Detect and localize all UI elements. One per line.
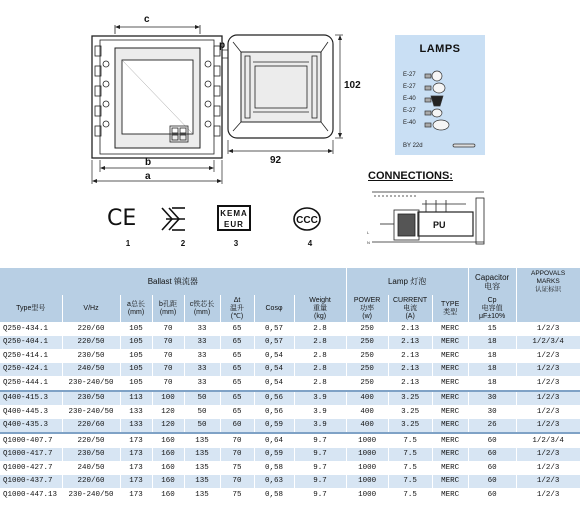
- table-cell: 9.7: [294, 488, 346, 502]
- type-cell: Q1000-417.7: [0, 448, 62, 462]
- table-cell: 240/50: [62, 363, 120, 377]
- table-cell: 2.13: [388, 322, 432, 336]
- pu-label: PU: [433, 220, 446, 230]
- table-cell: 30: [468, 405, 516, 419]
- column-header: Cp 电容值 μF±10%: [468, 295, 516, 322]
- table-cell: 65: [220, 405, 254, 419]
- table-cell: 173: [120, 448, 152, 462]
- table-cell: MERC: [432, 336, 468, 350]
- table-cell: 105: [120, 322, 152, 336]
- table-cell: 133: [120, 405, 152, 419]
- table-cell: 70: [220, 433, 254, 448]
- table-cell: 65: [220, 363, 254, 377]
- table-cell: 230/50: [62, 391, 120, 406]
- table-row: [0, 349, 580, 363]
- table-cell: 9.7: [294, 433, 346, 448]
- type-cell: Q250-444.1: [0, 376, 62, 391]
- table-cell: 120: [152, 405, 184, 419]
- table-cell: 7.5: [388, 433, 432, 448]
- table-cell: 135: [184, 433, 220, 448]
- table-cell: MERC: [432, 419, 468, 434]
- table-cell: MERC: [432, 363, 468, 377]
- table-cell: 33: [184, 336, 220, 350]
- table-cell: 1/2/3: [516, 363, 580, 377]
- table-cell: 50: [184, 405, 220, 419]
- table-cell: 2.8: [294, 376, 346, 391]
- table-cell: 1/2/3: [516, 461, 580, 475]
- table-cell: 2.13: [388, 376, 432, 391]
- table-cell: 230/50: [62, 349, 120, 363]
- table-cell: MERC: [432, 349, 468, 363]
- table-cell: 0,58: [254, 488, 294, 502]
- table-cell: MERC: [432, 433, 468, 448]
- table-cell: 30: [468, 391, 516, 406]
- table-cell: 7.5: [388, 461, 432, 475]
- table-cell: 2.8: [294, 349, 346, 363]
- table-cell: 60: [468, 433, 516, 448]
- table-cell: MERC: [432, 461, 468, 475]
- lamp-header: Lamp 灯泡: [346, 268, 468, 295]
- table-cell: 65: [220, 391, 254, 406]
- table-cell: 105: [120, 363, 152, 377]
- lamp-code: E-27: [403, 72, 416, 78]
- table-cell: 1000: [346, 475, 388, 489]
- table-cell: MERC: [432, 376, 468, 391]
- table-cell: 100: [152, 391, 184, 406]
- table-cell: 120: [152, 419, 184, 434]
- type-cell: Q400-445.3: [0, 405, 62, 419]
- table-cell: 1000: [346, 461, 388, 475]
- type-cell: Q1000-447.13: [0, 488, 62, 502]
- table-cell: 2.13: [388, 336, 432, 350]
- table-cell: 105: [120, 376, 152, 391]
- connection-diagram: [366, 180, 501, 252]
- ballast-header: Ballast 镇流器: [0, 268, 346, 295]
- table-cell: 65: [220, 336, 254, 350]
- table-row: [0, 405, 580, 419]
- table-cell: 70: [220, 448, 254, 462]
- lamp-code-by22d: BY 22d: [403, 143, 423, 149]
- type-cell: Q1000-407.7: [0, 433, 62, 448]
- dim-c-label: c: [144, 14, 150, 25]
- table-cell: 1/2/3: [516, 419, 580, 434]
- table-cell: 2.13: [388, 363, 432, 377]
- table-cell: 0,56: [254, 405, 294, 419]
- table-cell: 230-240/50: [62, 488, 120, 502]
- table-row: [0, 461, 580, 475]
- column-header: CURRENT 电流 (A): [388, 295, 432, 322]
- table-row: [0, 336, 580, 350]
- table-cell: 1/2/3: [516, 448, 580, 462]
- capacitor-header: Capacitor 电容: [468, 268, 516, 295]
- table-cell: 2.8: [294, 336, 346, 350]
- table-cell: 50: [184, 419, 220, 434]
- table-cell: 160: [152, 433, 184, 448]
- table-cell: 0,54: [254, 363, 294, 377]
- table-cell: 1/2/3: [516, 475, 580, 489]
- table-cell: 220/50: [62, 433, 120, 448]
- table-row: [0, 475, 580, 489]
- table-cell: 160: [152, 488, 184, 502]
- table-cell: 60: [468, 448, 516, 462]
- table-cell: 18: [468, 376, 516, 391]
- table-row: [0, 363, 580, 377]
- table-cell: 220/60: [62, 475, 120, 489]
- table-cell: 0,54: [254, 376, 294, 391]
- table-cell: 250: [346, 363, 388, 377]
- dim-a-label: a: [145, 171, 151, 182]
- table-cell: 250: [346, 349, 388, 363]
- table-cell: 0,57: [254, 336, 294, 350]
- column-header: Weight 重量 (kg): [294, 295, 346, 322]
- table-cell: 0,57: [254, 322, 294, 336]
- table-cell: 250: [346, 336, 388, 350]
- group-header-row: [0, 268, 580, 295]
- table-cell: 75: [220, 461, 254, 475]
- table-cell: 250: [346, 376, 388, 391]
- table-cell: 1/2/3: [516, 391, 580, 406]
- table-cell: 1000: [346, 488, 388, 502]
- table-cell: 70: [152, 336, 184, 350]
- table-cell: 33: [184, 322, 220, 336]
- table-cell: 230-240/50: [62, 376, 120, 391]
- table-cell: 18: [468, 349, 516, 363]
- table-cell: 3.9: [294, 419, 346, 434]
- table-cell: MERC: [432, 405, 468, 419]
- table-cell: 0,58: [254, 461, 294, 475]
- table-row: [0, 448, 580, 462]
- spec-table: [0, 268, 580, 502]
- table-cell: 173: [120, 475, 152, 489]
- table-cell: 160: [152, 448, 184, 462]
- table-cell: 1/2/3: [516, 405, 580, 419]
- approvals-header: APPOVALS MARKS 认证标识: [516, 268, 580, 295]
- table-cell: 60: [220, 419, 254, 434]
- table-cell: 9.7: [294, 475, 346, 489]
- table-row: [0, 391, 580, 406]
- lamps-panel: [395, 35, 485, 155]
- column-header: Δt 温升 (℃): [220, 295, 254, 322]
- connections-title: CONNECTIONS:: [368, 170, 453, 182]
- table-cell: 173: [120, 488, 152, 502]
- kema-eur-badge: [217, 205, 251, 231]
- table-cell: 0,56: [254, 391, 294, 406]
- table-cell: 9.7: [294, 461, 346, 475]
- column-header: TYPE 类型: [432, 295, 468, 322]
- table-cell: 33: [184, 349, 220, 363]
- table-cell: 105: [120, 349, 152, 363]
- cert-number: 2: [180, 239, 186, 248]
- table-cell: 70: [152, 363, 184, 377]
- table-cell: 65: [220, 376, 254, 391]
- table-cell: 105: [120, 336, 152, 350]
- type-cell: Q400-435.3: [0, 419, 62, 434]
- column-header: c铁芯长 (mm): [184, 295, 220, 322]
- table-cell: 135: [184, 488, 220, 502]
- table-cell: 2.13: [388, 349, 432, 363]
- type-cell: Q1000-427.7: [0, 461, 62, 475]
- table-cell: 160: [152, 475, 184, 489]
- table-cell: 1/2/3: [516, 376, 580, 391]
- table-cell: 113: [120, 391, 152, 406]
- svg-text:CCC: CCC: [296, 215, 318, 226]
- table-cell: 220/50: [62, 336, 120, 350]
- dim-p-label: p: [219, 40, 226, 51]
- table-cell: 0,54: [254, 349, 294, 363]
- table-cell: 0,59: [254, 448, 294, 462]
- table-row: [0, 488, 580, 502]
- table-cell: 3.25: [388, 391, 432, 406]
- cert-number: 4: [307, 239, 313, 248]
- table-cell: MERC: [432, 448, 468, 462]
- table-cell: 0,59: [254, 419, 294, 434]
- table-cell: 70: [152, 376, 184, 391]
- table-cell: 60: [468, 475, 516, 489]
- table-cell: 3.9: [294, 391, 346, 406]
- svg-text:N: N: [367, 240, 370, 245]
- table-cell: MERC: [432, 488, 468, 502]
- table-cell: 135: [184, 475, 220, 489]
- table-cell: MERC: [432, 391, 468, 406]
- column-header: Type型号: [0, 295, 62, 322]
- lamp-code: E-27: [403, 108, 416, 114]
- table-cell: 135: [184, 461, 220, 475]
- type-cell: Q250-404.1: [0, 336, 62, 350]
- table-cell: 135: [184, 448, 220, 462]
- column-header: [516, 295, 580, 322]
- table-cell: 133: [120, 419, 152, 434]
- type-cell: Q1000-437.7: [0, 475, 62, 489]
- table-cell: 60: [468, 488, 516, 502]
- table-cell: 7.5: [388, 475, 432, 489]
- column-header: Cosφ: [254, 295, 294, 322]
- table-cell: MERC: [432, 322, 468, 336]
- table-cell: 240/50: [62, 461, 120, 475]
- table-cell: 3.9: [294, 405, 346, 419]
- table-cell: 400: [346, 419, 388, 434]
- table-cell: 230/50: [62, 448, 120, 462]
- lamp-code: E-40: [403, 120, 416, 126]
- column-header: a总长 (mm): [120, 295, 152, 322]
- table-cell: 70: [152, 349, 184, 363]
- table-cell: 50: [184, 391, 220, 406]
- table-cell: 65: [220, 322, 254, 336]
- table-cell: 65: [220, 349, 254, 363]
- lamp-code: E-40: [403, 96, 416, 102]
- type-cell: Q400-415.3: [0, 391, 62, 406]
- column-header: b孔距 (mm): [152, 295, 184, 322]
- svg-text:L: L: [367, 230, 370, 235]
- table-cell: 33: [184, 363, 220, 377]
- dim-height-label: 102: [344, 80, 361, 91]
- table-cell: 250: [346, 322, 388, 336]
- type-cell: Q250-434.1: [0, 322, 62, 336]
- type-cell: Q250-424.1: [0, 363, 62, 377]
- table-cell: 2.8: [294, 322, 346, 336]
- lamp-code: E-27: [403, 84, 416, 90]
- ccc-mark-icon: [292, 206, 322, 232]
- lamps-title: LAMPS: [419, 43, 461, 55]
- eur-text: EUR: [224, 220, 244, 229]
- table-cell: 3.25: [388, 419, 432, 434]
- table-row: [0, 322, 580, 336]
- table-cell: 70: [220, 475, 254, 489]
- table-cell: 2.8: [294, 363, 346, 377]
- table-cell: 7.5: [388, 448, 432, 462]
- table-cell: 0,64: [254, 433, 294, 448]
- table-cell: 1/2/3/4: [516, 433, 580, 448]
- table-cell: 1000: [346, 448, 388, 462]
- table-cell: 220/60: [62, 419, 120, 434]
- table-cell: 1/2/3: [516, 322, 580, 336]
- column-header: V/Hz: [62, 295, 120, 322]
- column-header: POWER 功率 (w): [346, 295, 388, 322]
- dim-b-label: b: [145, 157, 152, 168]
- table-cell: 1000: [346, 433, 388, 448]
- kema-text: KEMA: [220, 209, 248, 218]
- table-cell: 230-240/50: [62, 405, 120, 419]
- ce-mark-icon: CE: [107, 206, 137, 231]
- column-header-row: [0, 295, 580, 322]
- table-cell: 173: [120, 461, 152, 475]
- table-cell: 3.25: [388, 405, 432, 419]
- table-row: [0, 433, 580, 448]
- table-cell: 0,63: [254, 475, 294, 489]
- lamp-bulbs-icon: [423, 68, 479, 150]
- kema-chevron-icon: [158, 204, 188, 234]
- side-view-drawing: [225, 30, 365, 160]
- table-cell: 160: [152, 461, 184, 475]
- dim-width-label: 92: [270, 155, 282, 166]
- table-cell: 15: [468, 322, 516, 336]
- table-cell: 33: [184, 376, 220, 391]
- table-cell: 173: [120, 433, 152, 448]
- table-cell: 26: [468, 419, 516, 434]
- table-cell: 75: [220, 488, 254, 502]
- table-cell: 18: [468, 363, 516, 377]
- table-cell: 400: [346, 391, 388, 406]
- table-row: [0, 419, 580, 434]
- cert-number: 3: [233, 239, 239, 248]
- table-cell: 7.5: [388, 488, 432, 502]
- table-cell: 400: [346, 405, 388, 419]
- table-cell: 70: [152, 322, 184, 336]
- table-cell: 18: [468, 336, 516, 350]
- table-cell: MERC: [432, 475, 468, 489]
- table-body: [0, 322, 580, 502]
- table-row: [0, 376, 580, 391]
- table-cell: 220/60: [62, 322, 120, 336]
- table-cell: 1/2/3/4: [516, 336, 580, 350]
- table-cell: 60: [468, 461, 516, 475]
- front-view-drawing: [80, 14, 230, 189]
- table-cell: 1/2/3: [516, 349, 580, 363]
- table-cell: 1/2/3: [516, 488, 580, 502]
- type-cell: Q250-414.1: [0, 349, 62, 363]
- cert-number: 1: [125, 239, 131, 248]
- table-cell: 9.7: [294, 448, 346, 462]
